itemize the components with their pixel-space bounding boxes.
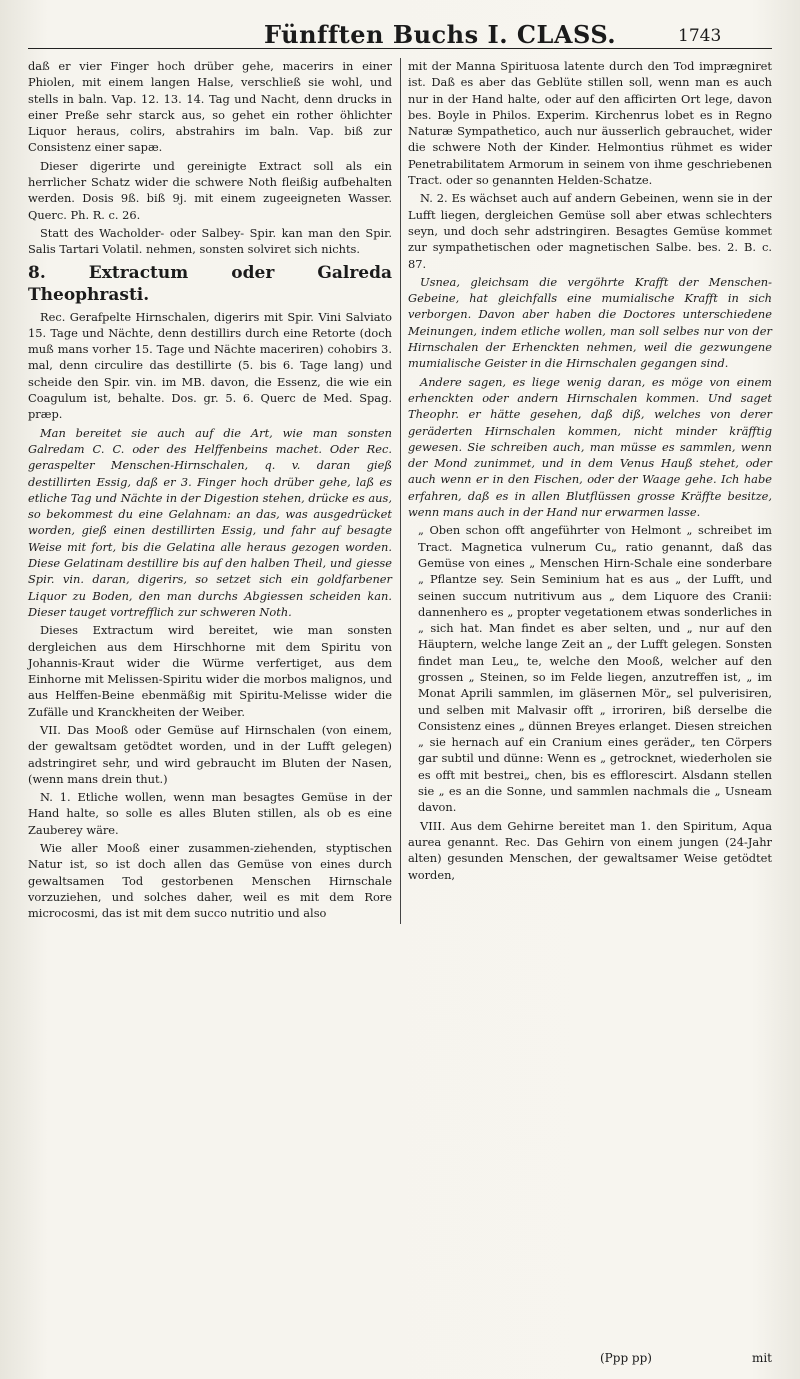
section-heading: 8. Extractum oder Galreda Theophrasti. xyxy=(28,262,392,305)
page-header xyxy=(28,18,772,52)
paragraph: mit der Manna Spirituosa latente durch den Tod imprægniret ist. Daß es aber das Geblüte stillen soll, wenn man es auch nur in der Hand halte, oder auf den afficirten Ort lege, davon bes. Boyle in Philos. Experim. Kirchenrus lobet es in Regno Naturæ Sympathetico, auch nur äusserlich gebrauchet, wider die schwere Noth der Kinder. Helmontius rühmet es wider Penetrabilitatem Armorum in seinem von ihme geschriebenen Tract. oder so genannten Helden-Schatze. xyxy=(408,59,772,188)
catchword: mit xyxy=(751,1351,772,1365)
paragraph: Man bereitet sie auch auf die Art, wie man sonsten Galredam C. C. oder des Helffenbeins machet. Oder Rec. geraspelter Menschen-Hirnschalen, q. v. daran gieß destillirten Essig, daß er 3. Finger hoch drüber gehe, laß es etliche Tag und Nächte in der Digestion stehen, drücke es aus, so bekommest du eine Gelahnam: an das, was ausgedrücket worden, gieß einen destillirten Essig, und fahr auf besagte Weise mit fort, bis die Gelatina alle heraus gezogen worden. Diese Gelatinam destillire bis auf den halben Theil, und giesse Spir. vin. daran, digerirs, so setzet sich ein goldfarbener Liquor zu Boden, den man durchs Abgiessen scheiden kan. Dieser tauget vortrefflich zur schweren Noth. xyxy=(28,425,392,619)
paragraph: Dieses Extractum wird bereitet, wie man sonsten dergleichen aus dem Hirschhorne mit dem Spiritu von Johannis-Kraut wider die Würme verfertiget, aus dem Einhorne mit Melissen-Spiritu wider die morbos malignos, und aus Helffen-Beine ebenmäßig mit Spiritu-Melisse wider die Zufälle und Kranckheiten der Weiber. xyxy=(28,623,392,719)
right-column xyxy=(408,58,772,924)
paragraph: VII. Das Mooß oder Gemüse auf Hirnschalen (von einem, der gewaltsam getödtet worden, und in der Lufft gelegen) adstringiret sehr, und wird gebraucht im Bluten der Nasen, (wenn mans drein thut.) xyxy=(28,722,392,786)
paragraph: Andere sagen, es liege wenig daran, es möge von einem erhenckten oder andern Hirnschalen kommen. Und saget Theophr. er hätte gesehen, daß diß, welches von derer geräderten Hirnschalen kommen, nicht minder kräfftig gewesen. Sie schreiben auch, man müsse es sammlen, wenn der Mond zunimmet, und in dem Venus Hauß stehet, oder auch wenn er in den Fischen, oder der Waage gehe. Ich habe erfahren, daß es in allen Blutflüssen grosse Kräffte besitze, wenn mans auch in der Hand nur erwarmen lasse. xyxy=(408,374,772,520)
paragraph: Rec. Gerafpelte Hirnschalen, digerirs mit Spir. Vini Salviato 15. Tage und Nächte, denn destillirs durch eine Retorte (doch muß mans vorher 15. Tage und Nächte maceriren) cohobirs 3. mal, denn circulire das destillirte (5. bis 6. Tage lang) und scheide den Spir. vin. im MB. davon, die Essenz, die wie ein Coagulum ist, behalte. Dos. gr. 5. 6. Querc de Med. Spag. præp. xyxy=(28,309,392,422)
text-columns xyxy=(28,58,772,924)
paragraph: Statt des Wacholder- oder Salbey- Spir. kan man den Spir. Salis Tartari Volatil. nehmen, sonsten solviret sich nichts. xyxy=(28,225,392,257)
paragraph: VIII. Aus dem Gehirne bereitet man 1. den Spiritum, Aqua aurea genannt. Rec. Das Gehirn von einem jungen (24-Jahr alten) gesunden Menschen, der gewaltsamer Weise getödtet worden, xyxy=(408,818,772,882)
left-column xyxy=(28,58,392,924)
page-footer xyxy=(390,1351,772,1369)
paragraph: Dieser digerirte und gereinigte Extract soll als ein herrlicher Schatz wider die schwere Noth fleißig aufbehalten werden. Dosis 9ß. biß 9j. mit einem zugeeigneten Wasser. Querc. Ph. R. c. 26. xyxy=(28,158,392,222)
running-title: Fünfften Buchs I. CLASS. xyxy=(264,20,617,49)
quoted-passage: „ Oben schon offt angeführter von Helmont „ schreibet im Tract. Magnetica vulnerum Cu„ ratio genannt, daß das Gemüse von eines „ Menschen Hirn-Schale eine sonderbare „ Pflantze sey. Sein Seminium hat es aus „ der Lufft, und seinen succum nutritivum aus „ dem Liquore des Cranii: dannenhero es „ propter vegetationem etwas sonderliches in „ sich hat. Man findet es aber selten, und „ nur auf den Häuptern, welche lange Zeit an „ der Lufft gelegen. Sonsten findet man Leu„ te, welche den Mooß, welcher auf den grossen „ Steinen, so im Felde liegen, anzutreffen ist, „ im Monat Aprili sammlen, im gläsernen Mör„ sel pulverisiren, und selben mit Malvasir offt „ irroriren, biß derselbe die Consistenz eines „ dünnen Breyes erlanget. Diesen streichen „ sie hernach auf ein Cranium eines geräder„ ten Cörpers gar subtil und dünne: Wenn es „ getrocknet, wiederholen sie es offt mit bestrei„ chen, bis es efflorescirt. Alsdann stellen sie „ es an die Sonne, und sammlen nachmals die „ Usneam davon. xyxy=(418,523,772,815)
paragraph: N. 1. Etliche wollen, wenn man besagtes Gemüse in der Hand halte, so solle es alles Bluten stillen, als ob es eine Zauberey wäre. xyxy=(28,790,392,837)
page-number: 1743 xyxy=(678,26,722,46)
header-rule xyxy=(28,48,772,49)
paragraph: N. 2. Es wächset auch auf andern Gebeinen, wenn sie in der Lufft liegen, dergleichen Gemüse soll aber etwas schlechters seyn, und doch sehr adstringiren. Besagtes Gemüse kommet zur sympathetischen oder magnetischen Salbe. bes. 2. B. c. 87. xyxy=(408,191,772,271)
signature-mark: (Ppp pp) xyxy=(600,1351,652,1365)
paragraph: daß er vier Finger hoch drüber gehe, macerirs in einer Phiolen, mit einem langen Halse, verschließ sie wohl, und stells in baln. Vap. 12. 13. 14. Tag und Nacht, denn drucks in einer Preße sehr starck aus, so gehet ein rother öhlichter Liquor heraus, colirs, abstrahirs im baln. Vap. biß zur Consistenz einer sapæ. xyxy=(28,59,392,155)
column-divider xyxy=(400,58,401,924)
paragraph: Usnea, gleichsam die vergöhrte Krafft der Menschen-Gebeine, hat gleichfalls eine mumialische Krafft in sich verborgen. Davon aber haben die Doctores unterschiedene Meinungen, indem etliche wollen, man soll selbes nur von der Hirnschalen der Erhenckten nehmen, weil die gezwungene mumialische Geister in die Hirnschalen gegangen sind. xyxy=(408,274,772,371)
paragraph: Wie aller Mooß einer zusammen-ziehenden, styptischen Natur ist, so ist doch allen das Gemüse von eines durch gewaltsamen Tod gestorbenen Menschen Hirnschale vorzuziehen, und solches daher, weil es mit dem Rore microcosmi, das ist mit dem succo nutritio und also xyxy=(28,841,392,921)
